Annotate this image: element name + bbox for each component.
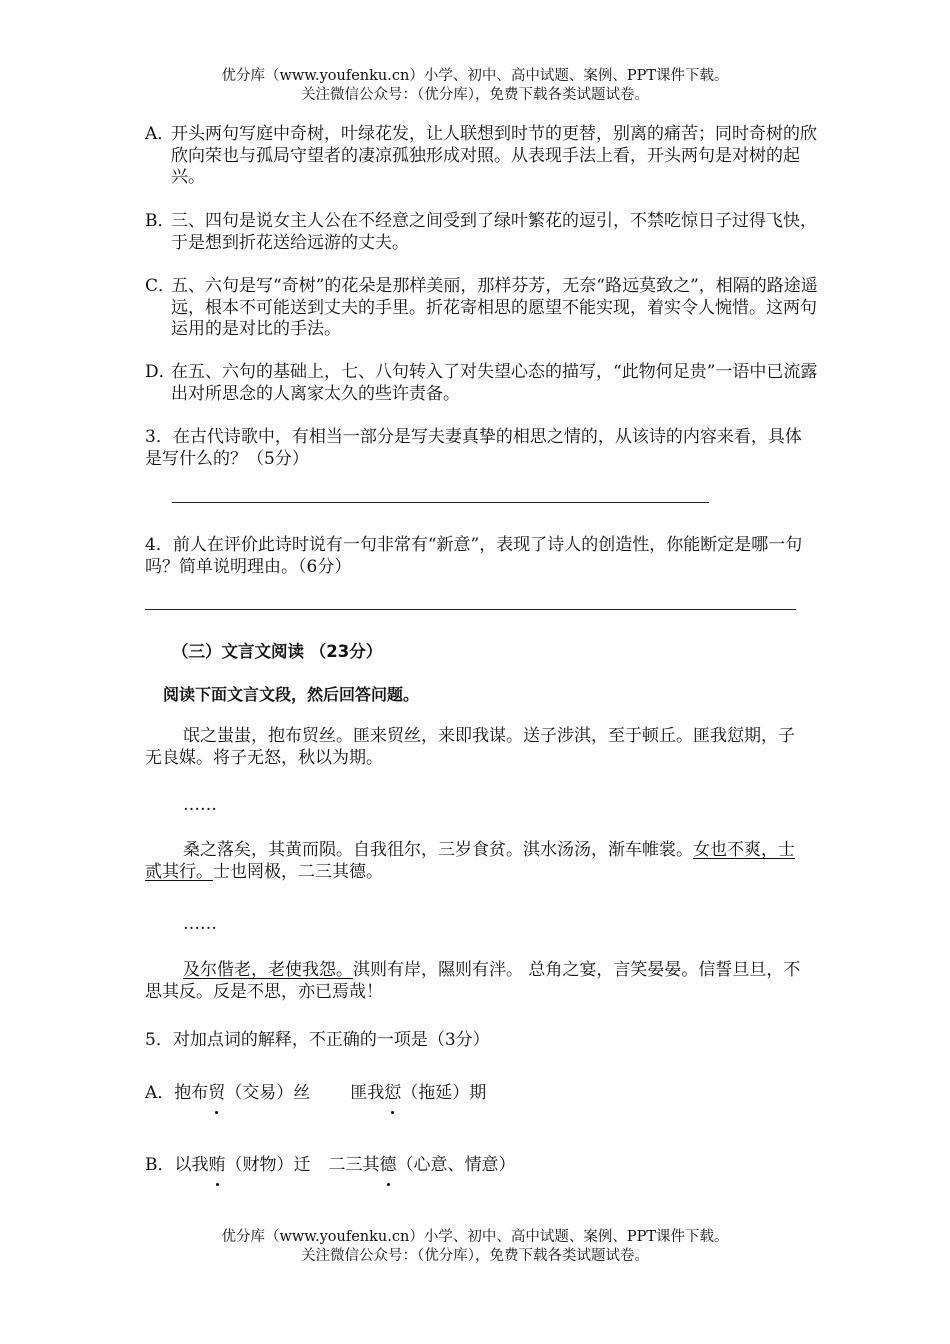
q5-a-text-3: 匪我 [350,1083,385,1103]
option-a [145,124,833,189]
q5-a-text-1: 抱布 [174,1083,209,1103]
q5-b-dotted-word-1: 贿 [208,1155,226,1175]
question-5: 5．对加点词的解释，不正确的一项是（3分） [145,1030,490,1050]
header-line-2: 关注微信公众号：（优分库），免费下载各类试题试卷。 [301,87,649,103]
passage-paragraph-1: 氓之蚩蚩，抱布贸丝。匪来贸丝，来即我谋。送子涉淇，至于顿丘。匪我愆期，子无良媒。将子无怒，秋以为期。 [145,726,795,768]
passage-p2-underlined: 女也不爽，士贰其行。 [145,840,795,882]
option-d [145,362,833,405]
passage-p3-tail: 淇则有岸，隰则有泮。 总角之宴，言笑晏晏。信誓旦旦，不思其反。反是不思，亦已焉哉！ [145,960,801,1002]
option-d-label: D． [145,362,176,382]
q5-a-dotted-word-2: 愆 [384,1083,402,1103]
q5-b-dotted-word-2: 德 [379,1155,397,1175]
answer-line-4[interactable] [145,609,796,610]
answer-line-3[interactable] [172,502,709,503]
q5-a-dotted-word-1: 贸 [208,1083,226,1103]
q5-option-b-label: B． [145,1155,175,1175]
passage-p3-underlined: 及尔偕老，老使我怨。 [183,960,353,980]
q5-a-text-4: （拖延）期 [401,1083,487,1103]
q5-a-text-2: （交易）丝 [225,1083,311,1103]
question-3: 3．在古代诗歌中，有相当一部分是写夫妻真挚的相思之情的，从该诗的内容来看，具体是写什么的？（5分） [145,427,802,469]
q5-b-text-1: 以我 [174,1155,209,1175]
q5-b-text-3: 二三其 [328,1155,380,1175]
option-c-text: 五、六句是写“奇树”的花朵是那样美丽，那样芬芳，无奈“路远莫致之”，相隔的路途遥远，根本不可能送到丈夫的手里。折花寄相思的愿望不能实现，着实令人惋惜。这两句运用的是对比的手法。 [171,276,818,339]
instruction: 阅读下面文言文段，然后回答问题。 [163,685,420,704]
option-d-text: 在五、六句的基础上，七、八句转入了对失望心态的描写，“此物何足贵”一语中已流露出对所思念的人离家太久的些许责备。 [171,362,818,404]
option-b-label: B． [145,211,175,231]
q5-b-text-4: （心意、情意） [396,1155,516,1175]
footer-line-1: 优分库（www.youfenku.cn）小学、初中、高中试题、案例、PPT课件下载。 [221,1229,729,1245]
page-header [0,67,950,105]
option-c [145,276,833,341]
page-footer [0,1228,950,1266]
passage-p2-tail: 士也罔极，二三其德。 [213,861,383,882]
header-line-1: 优分库（www.youfenku.cn）小学、初中、高中试题、案例、PPT课件下载。 [221,68,729,84]
option-b-text: 三、四句是说女主人公在不经意之间受到了绿叶繁花的逗引，不禁吃惊日子过得飞快，于是想到折花送给远游的丈夫。 [171,211,817,253]
option-b [145,211,833,254]
q5-option-b [145,1155,807,1177]
passage-p2-text: 桑之落矣，其黄而陨。自我徂尔，三岁食贫。淇水汤汤，渐车帷裳。 [183,840,693,860]
footer-line-2: 关注微信公众号：（优分库），免费下载各类试题试卷。 [301,1248,649,1264]
option-c-label: C． [145,276,176,296]
question-4: 4．前人在评价此诗时说有一句非常有“新意”，表现了诗人的创造性，你能断定是哪一句吗？简单说明理由。（6分） [145,535,803,577]
q5-option-a [145,1083,807,1105]
option-a-text: 开头两句写庭中奇树，叶绿花发，让人联想到时节的更替，别离的痛苦；同时奇树的欣欣向荣也与孤局守望者的凄凉孤独形成对照。从表现手法上看，开头两句是对树的起兴。 [171,124,817,187]
passage-paragraph-3 [145,960,807,1003]
passage-ellipsis-1: …… [183,795,217,815]
option-a-label: A． [145,124,175,144]
section-title: （三）文言文阅读 （23分） [172,642,383,661]
passage-paragraph-2 [145,840,807,883]
passage-ellipsis-2: …… [183,914,217,934]
q5-b-text-2: （财物）迁 [225,1155,311,1175]
q5-option-a-label: A． [145,1083,175,1103]
